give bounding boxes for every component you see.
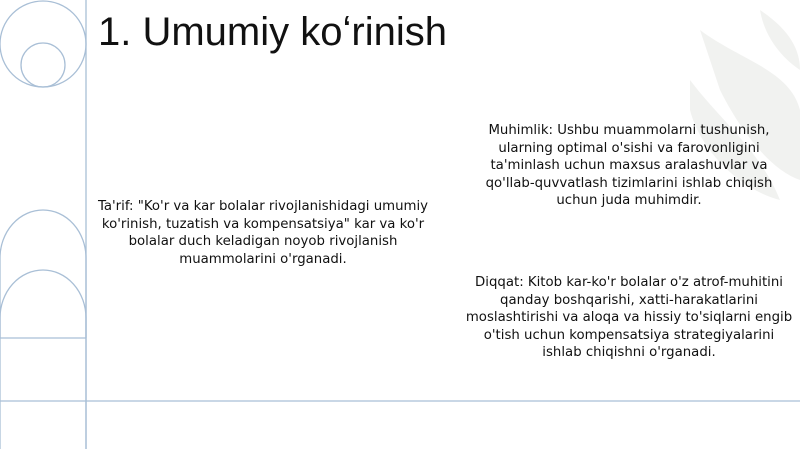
- importance-text: Muhimlik: Ushbu muammolarni tushunish, ularning optimal o'sishi va farovonligini ta'minlash uchun maxsus aralashuvlar va qo'llab-quvvatlash tizimlarini ishlab chiqish uchun juda muhimdir.: [485, 123, 773, 208]
- slide-title: 1. Umumiy koʻrinish: [98, 10, 447, 54]
- focus-text: Diqqat: Kitob kar-ko'r bolalar o'z atrof-muhitini qanday boshqarishi, xatti-harakatlarini moslashtirishi va aloqa va hissiy to'siqlarni engib o'tish uchun kompensatsiya strategiyalarini ishlab chiqishni o'rganadi.: [465, 275, 793, 360]
- definition-text: Ta'rif: "Ko'r va kar bolalar rivojlanishidagi umumiy ko'rinish, tuzatish va kompensatsiya" kar va ko'r bolalar duch keladigan noyob rivojlanish muammolarini o'rganadi.: [97, 199, 429, 267]
- arch-shape-upper: [0, 210, 86, 338]
- large-circle: [0, 1, 86, 87]
- arch-shape-lower: [0, 270, 86, 449]
- small-circle: [21, 43, 65, 87]
